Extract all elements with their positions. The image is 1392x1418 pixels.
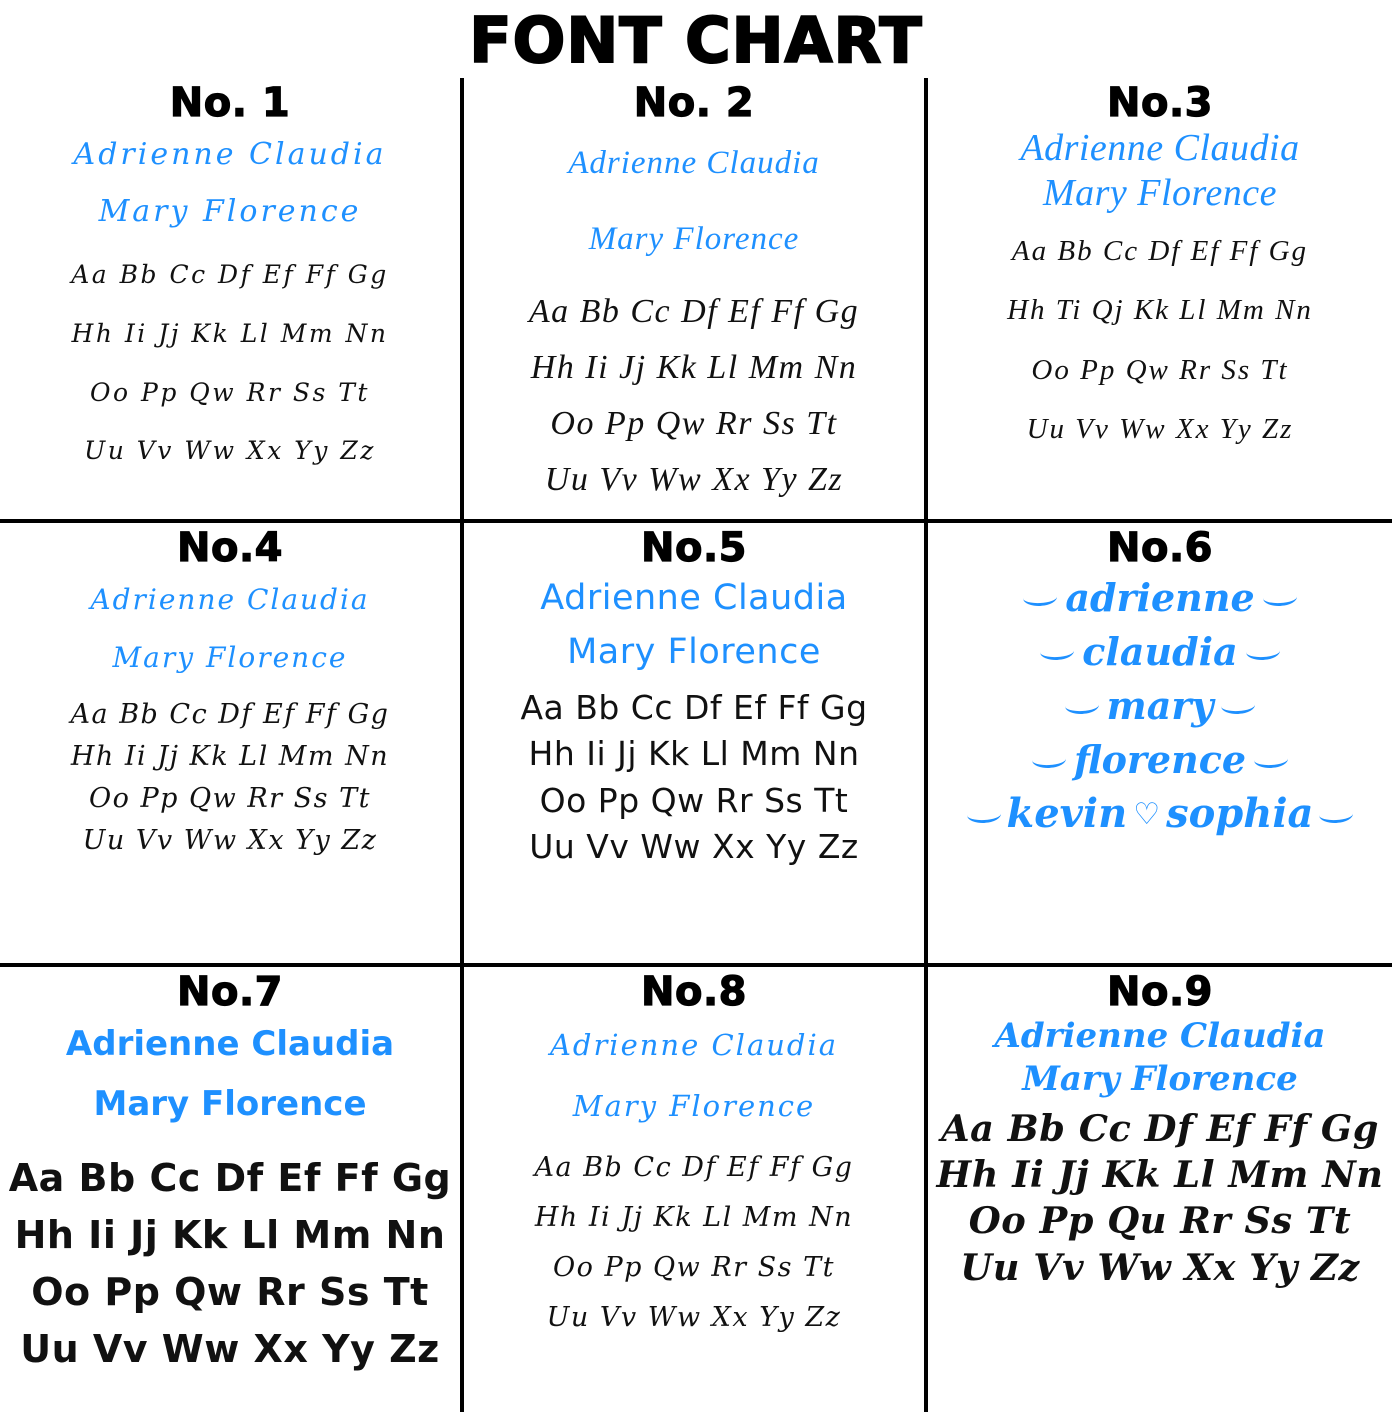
sample-line: Mary Florence — [1022, 1058, 1298, 1099]
swash-flourish-icon — [1023, 588, 1058, 607]
sample-line: Adrienne Claudia — [73, 137, 387, 172]
font-sample-9 — [936, 1015, 1384, 1100]
swash-flourish-icon — [1254, 750, 1289, 769]
font-label-4: No.4 — [177, 524, 283, 571]
sample-line: Adrienne Claudia — [90, 582, 370, 616]
font-label-6: No.6 — [1107, 524, 1213, 571]
alphabet-line: Hh Ii Jj Kk Ll Mm Nn — [936, 1154, 1384, 1197]
alphabet-line: Uu Vv Ww Xx Yy Zz — [544, 461, 844, 499]
font-sample-4 — [8, 571, 452, 689]
sample-line: florence — [1073, 736, 1247, 782]
swash-flourish-icon — [1221, 696, 1256, 715]
signature-name-left: kevin — [1006, 790, 1128, 838]
alphabet-line: Uu Vv Ww Xx Yy Zz — [1026, 412, 1294, 445]
sample-line: Adrienne Claudia — [568, 145, 820, 181]
swash-flourish-icon — [1064, 696, 1099, 715]
alphabet-line: Hh Ii Jj Kk Ll Mm Nn — [70, 741, 390, 773]
alphabet-line: Hh Ii Jj Kk Ll Mm Nn — [530, 348, 858, 386]
sample-line: mary — [1106, 682, 1214, 728]
alphabet-line: Aa Bb Cc Df Ef Ff Gg — [534, 1152, 854, 1184]
font-sample-3 — [936, 126, 1384, 216]
sample-line: Adrienne Claudia — [540, 577, 848, 618]
font-sample-1 — [8, 126, 452, 240]
alphabet-line: Oo Pp Qw Rr Ss Tt — [1031, 353, 1289, 386]
font-grid — [0, 78, 1392, 1412]
alphabet-line: Aa Bb Cc Df Ef Ff Gg — [1011, 234, 1309, 267]
font-alphabet-7 — [8, 1150, 452, 1378]
couple-signature — [936, 786, 1384, 843]
font-alphabet-5 — [472, 685, 916, 870]
sample-line: Adrienne Claudia — [65, 1024, 395, 1065]
font-alphabet-4 — [8, 694, 452, 861]
heart-icon: ♡ — [1133, 796, 1161, 832]
font-cell-3[interactable] — [928, 78, 1392, 523]
sample-line: Mary Florence — [572, 1089, 816, 1124]
alphabet-line: Aa Bb Cc Df Ef Ff Gg — [941, 1108, 1379, 1151]
alphabet-line: Uu Vv Ww Xx Yy Zz — [960, 1246, 1360, 1289]
alphabet-line: Oo Pp Qu Rr Ss Tt — [968, 1200, 1352, 1243]
signature-name-right: sophia — [1166, 790, 1314, 838]
font-sample-5 — [472, 571, 916, 680]
alphabet-line: Aa Bb Cc Df Ef Ff Gg — [71, 260, 389, 289]
font-label-7: No.7 — [177, 969, 283, 1016]
font-cell-1[interactable] — [0, 78, 464, 523]
sample-line: Adrienne Claudia — [549, 1028, 839, 1063]
alphabet-line: Oo Pp Qw Rr Ss Tt — [90, 377, 370, 407]
font-cell-7[interactable] — [0, 967, 464, 1412]
alphabet-line: Uu Vv Ww Xx Yy Zz — [82, 824, 378, 856]
alphabet-line: Oo Pp Qw Rr Ss Tt — [31, 1270, 429, 1315]
alphabet-line: Uu Vv Ww Xx Yy Zz — [529, 826, 859, 866]
font-sample-7 — [8, 1015, 452, 1134]
font-label-1: No. 1 — [169, 80, 291, 126]
sample-line: Mary Florence — [588, 220, 800, 257]
sample-line: Mary Florence — [1042, 171, 1278, 214]
font-alphabet-8 — [472, 1143, 916, 1343]
sample-line: Mary Florence — [93, 1083, 367, 1124]
alphabet-line: Oo Pp Qw Rr Ss Tt — [89, 782, 371, 814]
sample-line-wrap — [936, 679, 1384, 733]
sample-line: Adrienne Claudia — [1020, 127, 1300, 169]
font-label-5: No.5 — [641, 524, 747, 571]
font-label-2: No. 2 — [633, 80, 755, 126]
alphabet-line: Hh Ii Jj Kk Ll Mm Nn — [534, 1202, 854, 1234]
swash-flourish-icon — [1040, 642, 1075, 661]
alphabet-line: Uu Vv Ww Xx Yy Zz — [84, 436, 376, 466]
page-title: FONT CHART — [469, 4, 923, 77]
font-sample-6 — [936, 571, 1384, 844]
swash-flourish-icon — [1032, 750, 1067, 769]
alphabet-line: Aa Bb Cc Df Ef Ff Gg — [528, 292, 860, 330]
sample-line: Adrienne Claudia — [994, 1016, 1326, 1057]
swash-flourish-icon — [1262, 588, 1297, 607]
font-cell-9[interactable] — [928, 967, 1392, 1412]
sample-line: Mary Florence — [98, 194, 362, 229]
alphabet-line: Aa Bb Cc Df Ef Ff Gg — [70, 699, 390, 731]
alphabet-line: Oo Pp Qw Rr Ss Tt — [550, 404, 838, 442]
swash-flourish-icon — [966, 805, 1001, 824]
alphabet-line: Hh Ti Qj Kk Ll Mm Nn — [1007, 294, 1313, 327]
sample-line: adrienne — [1065, 574, 1255, 620]
font-cell-5[interactable] — [464, 523, 928, 968]
swash-flourish-icon — [1245, 642, 1280, 661]
font-sample-2 — [472, 126, 916, 278]
alphabet-line: Oo Pp Qw Rr Ss Tt — [553, 1251, 835, 1283]
sample-line-wrap — [936, 625, 1384, 679]
font-sample-8 — [472, 1015, 916, 1137]
alphabet-line: Hh Ii Jj Kk Ll Mm Nn — [528, 734, 860, 774]
swash-flourish-icon — [1319, 805, 1354, 824]
sample-line-wrap — [936, 733, 1384, 787]
font-label-8: No.8 — [641, 969, 747, 1016]
sample-line-wrap — [936, 571, 1384, 625]
sample-line: Mary Florence — [112, 641, 348, 675]
font-cell-4[interactable] — [0, 523, 464, 968]
font-label-9: No.9 — [1107, 969, 1213, 1016]
alphabet-line: Hh Ii Jj Kk Ll Mm Nn — [14, 1213, 446, 1258]
alphabet-line: Oo Pp Qw Rr Ss Tt — [539, 780, 849, 820]
alphabet-line: Uu Vv Ww Xx Yy Zz — [20, 1327, 440, 1372]
sample-line: claudia — [1082, 628, 1238, 674]
font-alphabet-1 — [8, 246, 452, 481]
sample-line: Mary Florence — [567, 631, 821, 672]
font-cell-8[interactable] — [464, 967, 928, 1412]
alphabet-line: Uu Vv Ww Xx Yy Zz — [546, 1301, 842, 1333]
alphabet-line: Aa Bb Cc Df Ef Ff Gg — [8, 1156, 452, 1201]
font-cell-6[interactable] — [928, 523, 1392, 968]
font-alphabet-9 — [932, 1106, 1389, 1290]
font-alphabet-3 — [936, 222, 1384, 460]
alphabet-line: Aa Bb Cc Df Ef Ff Gg — [520, 688, 868, 728]
alphabet-line: Hh Ii Jj Kk Ll Mm Nn — [71, 318, 389, 348]
font-alphabet-2 — [472, 284, 916, 508]
font-cell-2[interactable] — [464, 78, 928, 523]
font-label-3: No.3 — [1107, 80, 1213, 126]
